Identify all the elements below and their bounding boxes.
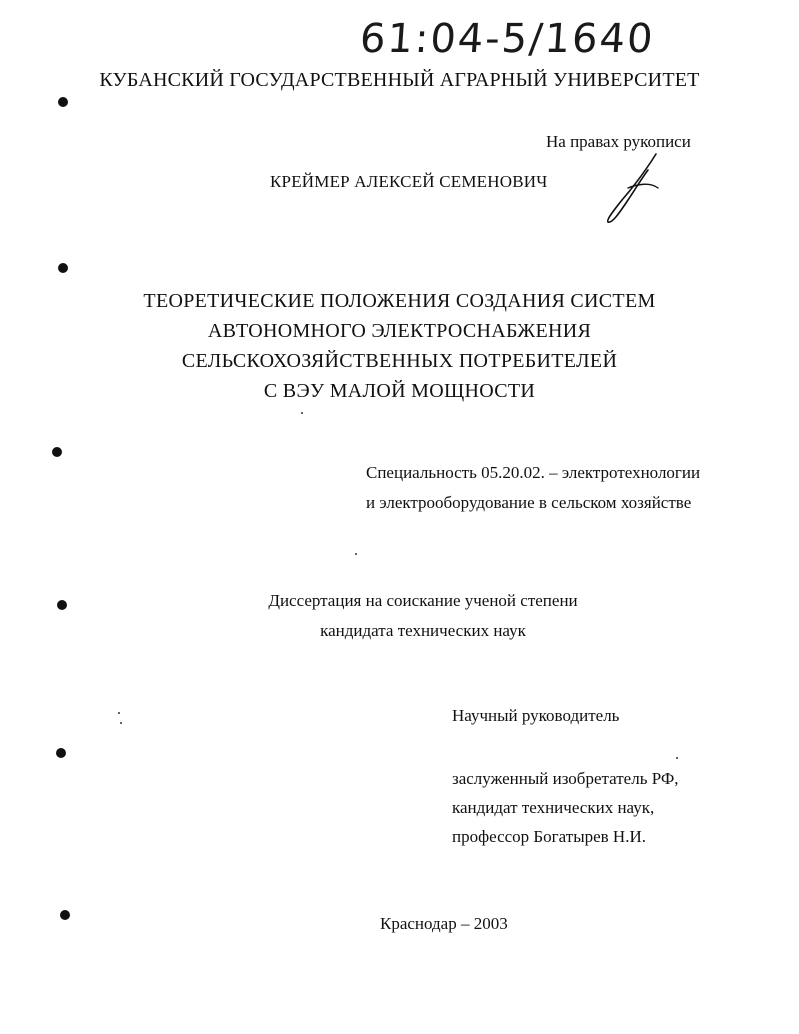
scan-speck [120, 722, 122, 724]
dissertation-title [0, 286, 799, 406]
scan-speck [301, 412, 303, 414]
title-line: ТЕОРЕТИЧЕСКИЕ ПОЛОЖЕНИЯ СОЗДАНИЯ СИСТЕМ [143, 290, 656, 312]
punch-hole-icon [57, 600, 67, 610]
author-name: КРЕЙМЕР АЛЕКСЕЙ СЕМЕНОВИЧ [270, 172, 548, 191]
supervisor-heading: Научный руководитель [452, 706, 620, 725]
supervisor-line: профессор Богатырев Н.И. [452, 827, 646, 846]
punch-hole-icon [58, 263, 68, 273]
title-line: СЕЛЬСКОХОЗЯЙСТВЕННЫХ ПОТРЕБИТЕЛЕЙ [181, 350, 618, 372]
degree-line: кандидата технических наук [320, 621, 526, 640]
scan-speck [118, 712, 120, 714]
handwritten-archive-code: 61:04-5/1640 [358, 16, 657, 62]
title-line: АВТОНОМНОГО ЭЛЕКТРОСНАБЖЕНИЯ [207, 320, 592, 342]
specialty-line: Специальность 05.20.02. – электротехнологии [366, 463, 701, 482]
title-line: С ВЭУ МАЛОЙ МОЩНОСТИ [263, 380, 536, 402]
supervisor-line: кандидат технических наук, [452, 798, 655, 817]
punch-hole-icon [52, 447, 62, 457]
supervisor-block [452, 764, 679, 851]
punch-hole-icon [60, 910, 70, 920]
degree-line: Диссертация на соискание ученой степени [268, 591, 578, 610]
punch-hole-icon [58, 97, 68, 107]
city-year: Краснодар – 2003 [380, 914, 508, 933]
author-signature-icon [598, 148, 668, 228]
supervisor-line: заслуженный изобретатель РФ, [452, 769, 679, 788]
specialty-line: и электрооборудование в сельском хозяйстве [366, 493, 692, 512]
university-name: КУБАНСКИЙ ГОСУДАРСТВЕННЫЙ АГРАРНЫЙ УНИВЕРСИТЕТ [99, 69, 700, 91]
scan-speck [355, 553, 357, 555]
degree-statement [0, 586, 799, 646]
punch-hole-icon [56, 748, 66, 758]
specialty-block [366, 458, 700, 518]
scan-speck [676, 757, 678, 759]
manuscript-rights-note: На правах рукописи [546, 132, 691, 151]
